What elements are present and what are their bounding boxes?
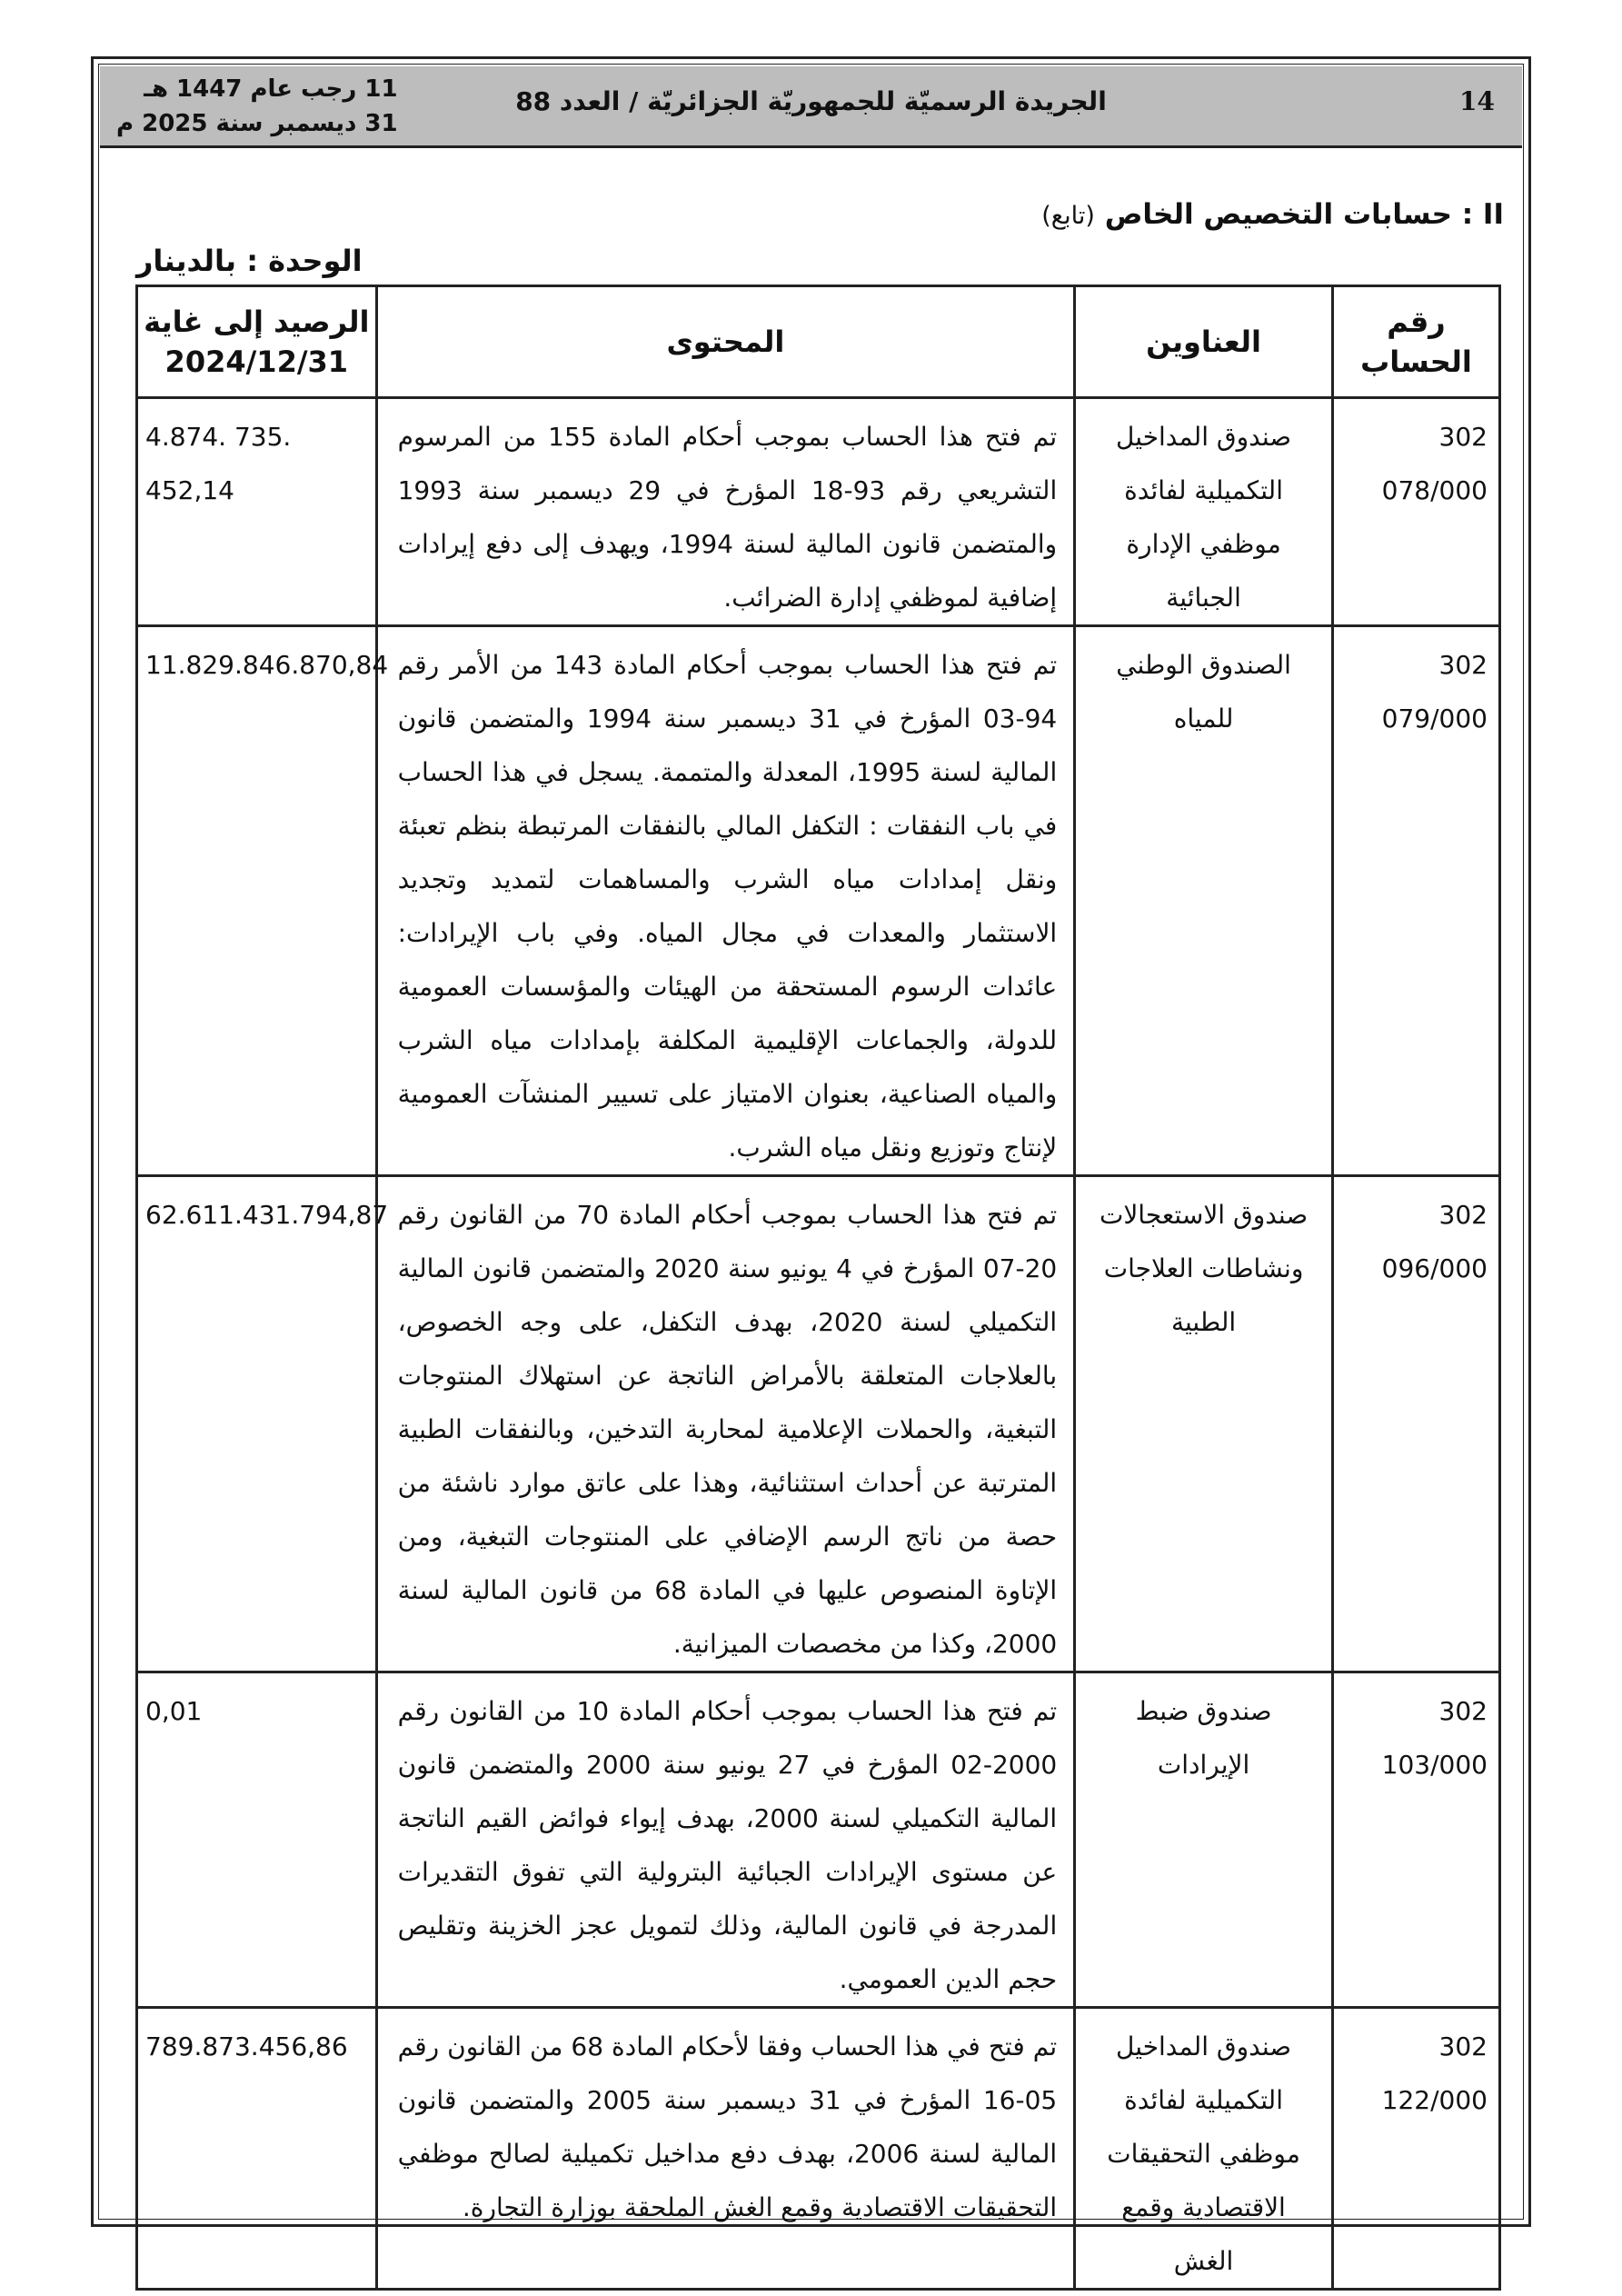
account-content: تم فتح هذا الحساب بموجب أحكام المادة 10 من القانون رقم 2000-02 المؤرخ في 27 يونيو سنة 2000 والمتضمن قانون المالية التكميلي لسنة 2000، بهدف إيواء فوائض القيم الناتجة عن مستوى الإيرادات الجبائية البترولية التي تفوق التقديرات المدرجة في قانون المالية، وذلك لتمويل عجز الخزينة وتقليص حجم الدين العمومي. <box>376 1672 1075 2008</box>
account-number: 302 078/000 <box>1332 398 1499 626</box>
account-number: 302 122/000 <box>1332 2008 1499 2290</box>
table-row <box>137 1176 1500 1672</box>
issue-dates <box>116 72 398 141</box>
date-hijri: 11 رجب عام 1447 هـ <box>144 75 398 103</box>
table-row <box>137 398 1500 626</box>
section-subtitle: (تابع) <box>1041 202 1095 230</box>
account-content: تم فتح هذا الحساب بموجب أحكام المادة 70 من القانون رقم 20-07 المؤرخ في 4 يونيو سنة 2020 والمتضمن قانون المالية التكميلي لسنة 2020، بهدف التكفل، على وجه الخصوص، بالعلاجات المتعلقة بالأمراض الناتجة عن استهلاك المنتوجات التبغية، والحملات الإعلامية لمحاربة التدخين، وبالنفقات الطبية المترتبة عن أحداث استثنائية، وهذا على عاتق موارد ناشئة من حصة من ناتج الرسم الإضافي على المنتوجات التبغية، ومن الإتاوة المنصوص عليها في المادة 68 من قانون المالية لسنة 2000، وكذا من مخصصات الميزانية. <box>376 1176 1075 1672</box>
account-balance: 0,01 <box>137 1672 377 2008</box>
section-heading <box>1041 198 1504 231</box>
account-number: 302 103/000 <box>1332 1672 1499 2008</box>
account-number: 302 096/000 <box>1332 1176 1499 1672</box>
table-row <box>137 1672 1500 2008</box>
unit-label: الوحدة : بالدينار <box>136 244 363 278</box>
date-gregorian: 31 ديسمبر سنة 2025 م <box>116 110 398 137</box>
account-title: صندوق المداخيل التكميلية لفائدة موظفي التحقيقات الاقتصادية وقمع الغش <box>1075 2008 1333 2290</box>
journal-title: الجريدة الرسميّة للجمهوريّة الجزائريّة / العدد 88 <box>515 86 1107 116</box>
table-row <box>137 626 1500 1176</box>
header-balance-date: 2024/12/31 <box>164 344 349 379</box>
account-title: صندوق الاستعجالات ونشاطات العلاجات الطبية <box>1075 1176 1333 1672</box>
account-title: الصندوق الوطني للمياه <box>1075 626 1333 1176</box>
table-row <box>137 2008 1500 2290</box>
account-content: تم فتح هذا الحساب بموجب أحكام المادة 143 من الأمر رقم 94-03 المؤرخ في 31 ديسمبر سنة 1994 والمتضمن قانون المالية لسنة 1995، المعدلة والمتممة. يسجل في هذا الحساب في باب النفقات : التكفل المالي بالنفقات المرتبطة بنظم تعبئة ونقل إمدادات مياه الشرب والمساهمات لتمديد وتجديد الاستثمار والمعدات في مجال المياه. وفي باب الإيرادات: عائدات الرسوم المستحقة من الهيئات والمؤسسات العمومية للدولة، والجماعات الإقليمية المكلفة بإمدادات مياه الشرب والمياه الصناعية، بعنوان الامتياز على تسيير المنشآت العمومية لإنتاج وتوزيع ونقل مياه الشرب. <box>376 626 1075 1176</box>
header-balance-label: الرصيد إلى غاية <box>144 304 370 339</box>
table-header-row <box>137 286 1500 398</box>
header-account-number: رقم الحساب <box>1332 286 1499 398</box>
account-number: 302 079/000 <box>1332 626 1499 1176</box>
section-title: II : حسابات التخصيص الخاص <box>1104 198 1504 231</box>
header-titles: العناوين <box>1075 286 1333 398</box>
account-title: صندوق المداخيل التكميلية لفائدة موظفي الإدارة الجبائية <box>1075 398 1333 626</box>
account-content: تم فتح في هذا الحساب وفقا لأحكام المادة 68 من القانون رقم 05-16 المؤرخ في 31 ديسمبر سنة 2005 والمتضمن قانون المالية لسنة 2006، بهدف دفع مداخيل تكميلية لصالح موظفي التحقيقات الاقتصادية وقمع الغش الملحقة بوزارة التجارة. <box>376 2008 1075 2290</box>
accounts-table <box>135 285 1501 2291</box>
account-balance: 4.874. 735. 452,14 <box>137 398 377 626</box>
account-title: صندوق ضبط الإيرادات <box>1075 1672 1333 2008</box>
account-balance: 789.873.456,86 <box>137 2008 377 2290</box>
journal-header <box>100 66 1522 148</box>
account-content: تم فتح هذا الحساب بموجب أحكام المادة 155 من المرسوم التشريعي رقم 93-18 المؤرخ في 29 ديسمبر سنة 1993 والمتضمن قانون المالية لسنة 1994، ويهدف إلى دفع إيرادات إضافية لموظفي إدارة الضرائب. <box>376 398 1075 626</box>
account-balance: 62.611.431.794,87 <box>137 1176 377 1672</box>
header-balance <box>137 286 377 398</box>
account-balance: 11.829.846.870,84 <box>137 626 377 1176</box>
header-content: المحتوى <box>376 286 1075 398</box>
page-number: 14 <box>1459 86 1495 116</box>
